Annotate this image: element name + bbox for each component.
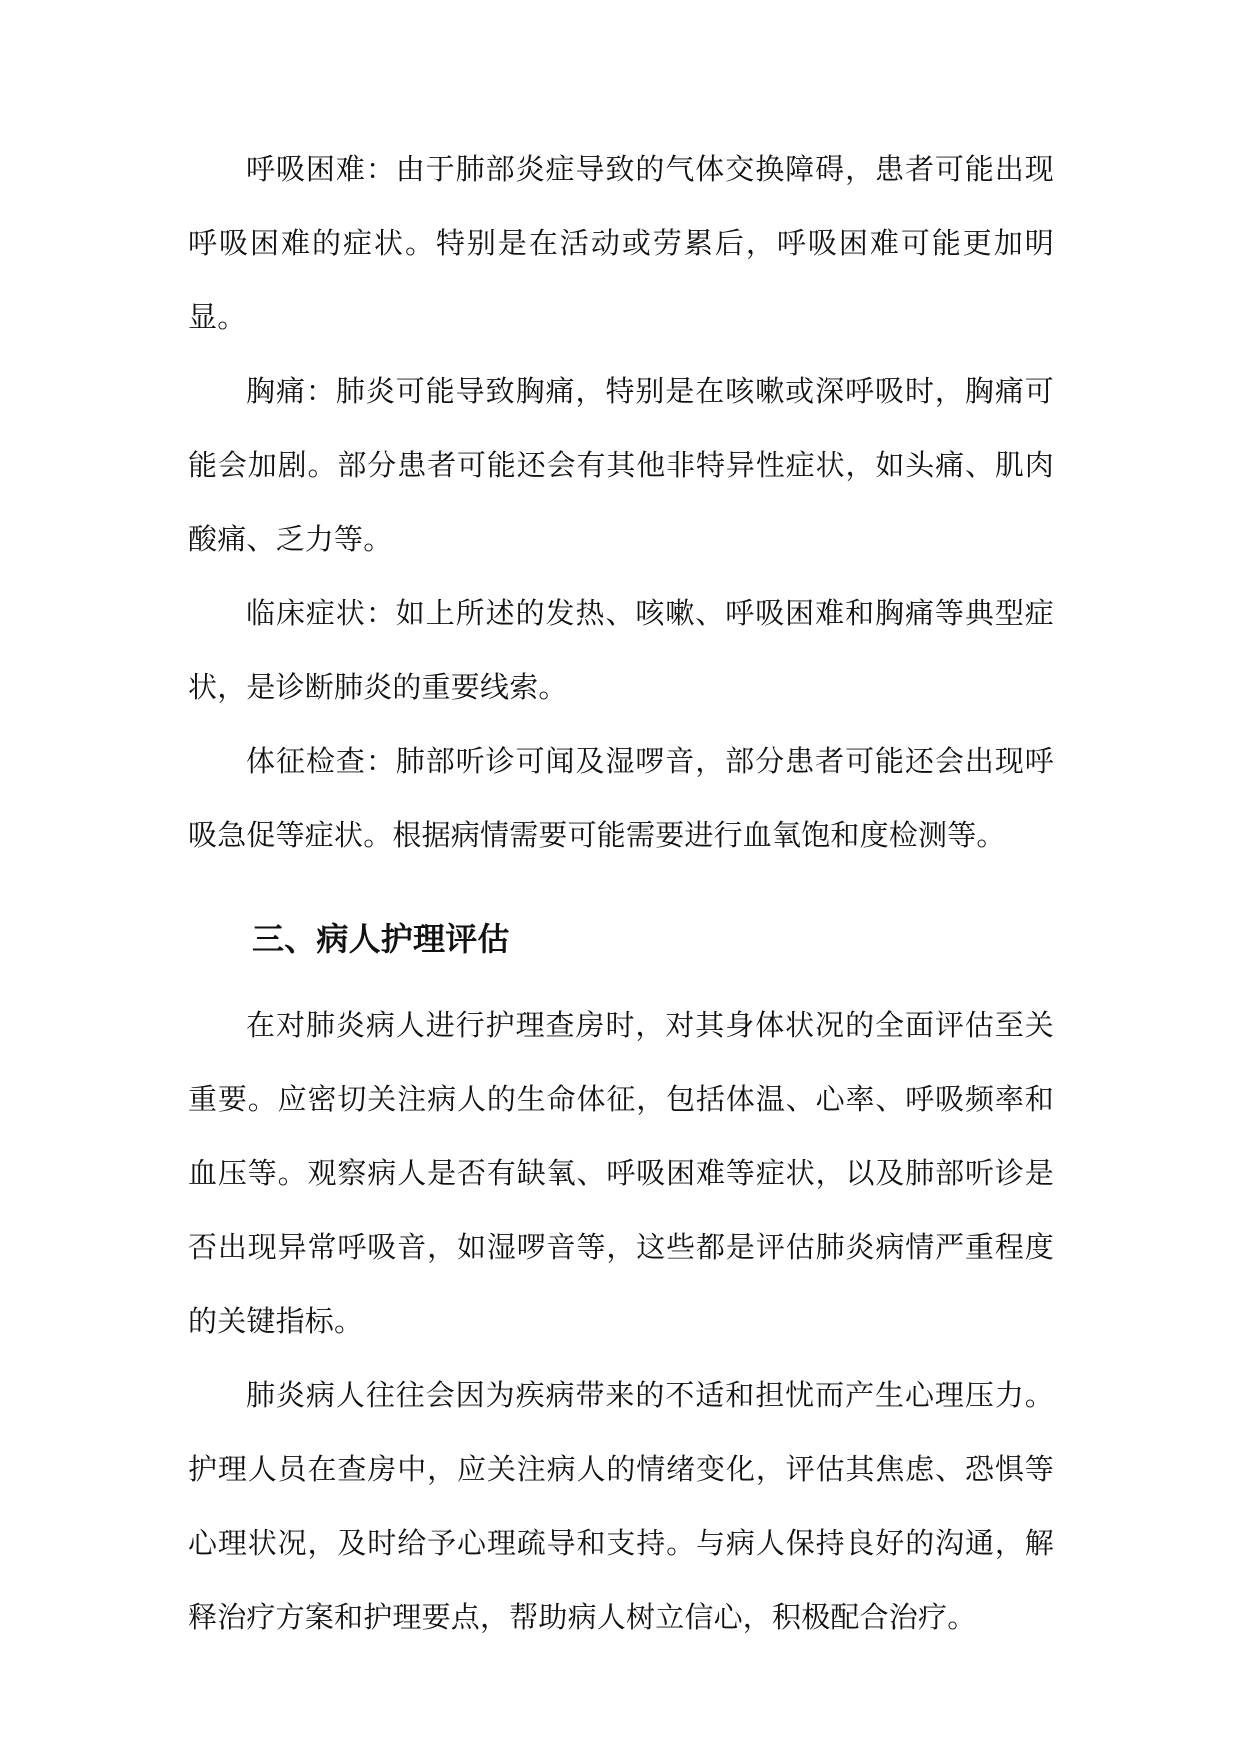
paragraph-physical-assessment: 在对肺炎病人进行护理查房时，对其身体状况的全面评估至关重要。应密切关注病人的生命体征，包括体温、心率、呼吸频率和血压等。观察病人是否有缺氧、呼吸困难等症状，以及肺部听诊是否出现异常呼吸音，如湿啰音等，这些都是评估肺炎病情严重程度的关键指标。 — [188, 1008, 1054, 1338]
paragraph-clinical-symptoms: 临床症状：如上所述的发热、咳嗽、呼吸困难和胸痛等典型症状，是诊断肺炎的重要线索。 — [188, 596, 1054, 704]
paragraph-dyspnea: 呼吸困难：由于肺部炎症导致的气体交换障碍，患者可能出现呼吸困难的症状。特别是在活动或劳累后，呼吸困难可能更加明显。 — [188, 152, 1054, 334]
document-body — [188, 132, 1054, 1654]
section-heading-nursing-assessment: 三、病人护理评估 — [252, 920, 510, 958]
paragraph-chest-pain: 胸痛：肺炎可能导致胸痛，特别是在咳嗽或深呼吸时，胸痛可能会加剧。部分患者可能还会有其他非特异性症状，如头痛、肌肉酸痛、乏力等。 — [188, 374, 1054, 556]
paragraph-physical-exam: 体征检查：肺部听诊可闻及湿啰音，部分患者可能还会出现呼吸急促等症状。根据病情需要可能需要进行血氧饱和度检测等。 — [188, 744, 1054, 852]
paragraph-psychological-assessment: 肺炎病人往往会因为疾病带来的不适和担忧而产生心理压力。护理人员在查房中，应关注病人的情绪变化，评估其焦虑、恐惧等心理状况，及时给予心理疏导和支持。与病人保持良好的沟通，解释治疗方案和护理要点，帮助病人树立信心，积极配合治疗。 — [188, 1378, 1054, 1634]
